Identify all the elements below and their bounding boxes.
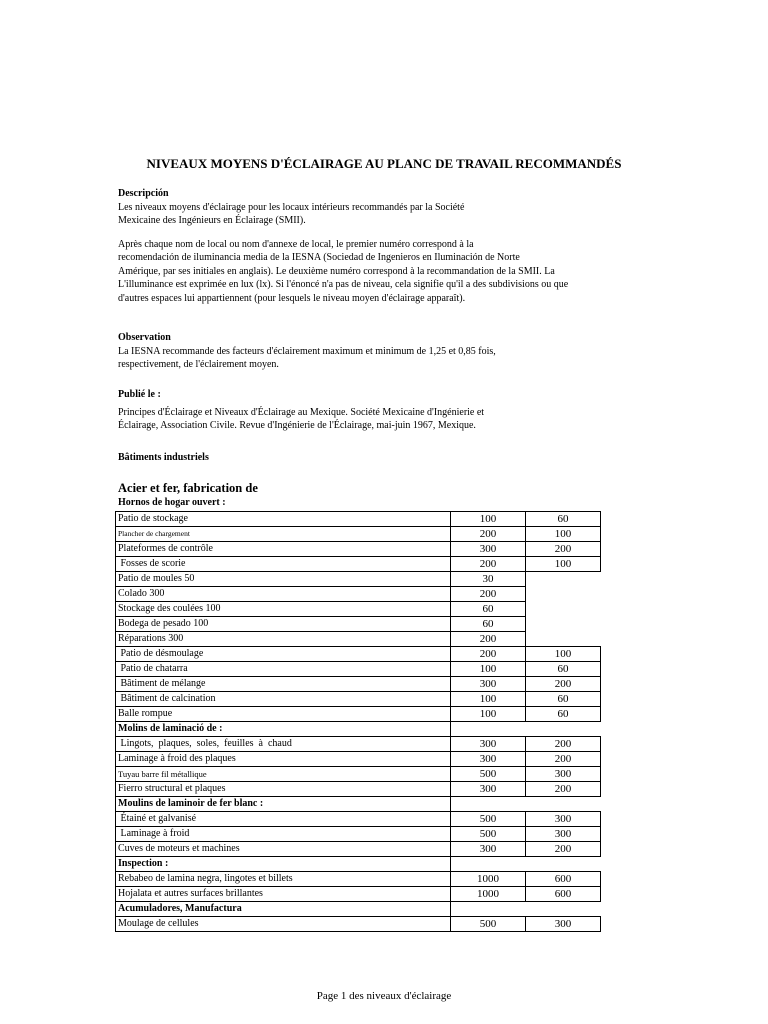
table-group-row	[116, 902, 601, 917]
location-name-cell: Laminage à froid des plaques	[116, 752, 451, 767]
page-title: NIVEAUX MOYENS D'ÉCLAIRAGE AU PLANC DE TRAVAIL RECOMMANDÉS	[146, 156, 622, 171]
location-name-cell: Fosses de scorie	[116, 557, 451, 572]
published-heading: Publié le :	[118, 389, 161, 400]
location-name-cell: Hojalata et autres surfaces brillantes	[116, 887, 451, 902]
iesna-value-cell: 500	[451, 917, 526, 932]
iesna-value-cell: 200	[451, 587, 526, 602]
table-row	[116, 887, 601, 902]
table-row	[116, 572, 601, 587]
smii-value-cell	[526, 587, 601, 602]
smii-value-cell: 60	[526, 662, 601, 677]
iesna-value-cell: 1000	[451, 872, 526, 887]
iesna-value-cell: 100	[451, 692, 526, 707]
description-section	[118, 187, 588, 305]
smii-value-cell: 300	[526, 767, 601, 782]
iesna-value-cell: 1000	[451, 887, 526, 902]
table-row	[116, 812, 601, 827]
iesna-value-cell: 300	[451, 842, 526, 857]
smii-value-cell: 200	[526, 677, 601, 692]
location-name-cell: Patio de stockage	[116, 512, 451, 527]
iesna-value-cell: 300	[451, 737, 526, 752]
description-text-line: d'autres espaces lui appartiennent (pour lesquels le niveau moyen d'éclairage apparaît).	[118, 292, 466, 304]
table-row	[116, 617, 601, 632]
group-label: Moulins de laminoir de fer blanc :	[116, 797, 451, 812]
table-group-row	[116, 797, 601, 812]
location-name-cell: Moulage de cellules	[116, 917, 451, 932]
location-name-cell: Bâtiment de mélange	[116, 677, 451, 692]
observation-section	[118, 331, 588, 372]
smii-value-cell: 200	[526, 842, 601, 857]
table-row	[116, 782, 601, 797]
smii-value-cell: 200	[526, 542, 601, 557]
description-text-line: recomendación de iluminancia media de la IESNA (Sociedad de Ingenieros en Iluminación de Norte	[118, 252, 520, 263]
published-text-line: Éclairage, Association Civile. Revue d'Ingénierie de l'Éclairage, mai-juin 1967, Mexique.	[118, 420, 476, 431]
table-group-row	[116, 857, 601, 872]
location-name-cell: Fierro structural et plaques	[116, 782, 451, 797]
location-name-cell: Plateformes de contrôle	[116, 542, 451, 557]
illuminance-table	[115, 511, 601, 932]
location-name-cell: Bodega de pesado 100	[116, 617, 451, 632]
table-row	[116, 677, 601, 692]
table-row	[116, 737, 601, 752]
iesna-value-cell: 60	[451, 602, 526, 617]
table-row	[116, 692, 601, 707]
table-group-row	[116, 722, 601, 737]
location-name-cell: Colado 300	[116, 587, 451, 602]
smii-value-cell: 100	[526, 527, 601, 542]
location-name-cell: Cuves de moteurs et machines	[116, 842, 451, 857]
smii-value-cell: 600	[526, 887, 601, 902]
observation-text-line: La IESNA recommande des facteurs d'éclairement maximum et minimum de 1,25 et 0,85 fois,	[118, 345, 496, 357]
table-row	[116, 512, 601, 527]
observation-text-line: respectivement, de l'éclairement moyen.	[118, 359, 279, 370]
table-row	[116, 707, 601, 722]
iesna-value-cell: 100	[451, 707, 526, 722]
table-row	[116, 602, 601, 617]
smii-value-cell: 100	[526, 647, 601, 662]
smii-value-cell: 60	[526, 692, 601, 707]
smii-value-cell	[526, 617, 601, 632]
description-text-line: Après chaque nom de local ou nom d'annexe de local, le premier numéro correspond à la	[118, 238, 474, 250]
table-row	[116, 632, 601, 647]
description-text-line: Mexicaine des Ingénieurs en Éclairage (SMII).	[118, 215, 306, 226]
location-name-cell: Étainé et galvanisé	[116, 812, 451, 827]
published-text-line: Principes d'Éclairage et Niveaux d'Éclairage au Mexique. Société Mexicaine d'Ingénierie et	[118, 406, 485, 418]
location-name-cell: Patio de chatarra	[116, 662, 451, 677]
table-row	[116, 872, 601, 887]
smii-value-cell: 60	[526, 707, 601, 722]
iesna-value-cell: 100	[451, 662, 526, 677]
table-row	[116, 587, 601, 602]
location-name-cell: Lingots, plaques, soles, feuilles à chaud	[116, 737, 451, 752]
group-label: Acumuladores, Manufactura	[116, 902, 451, 917]
table-row	[116, 542, 601, 557]
table-row	[116, 647, 601, 662]
page-footer: Page 1 des niveaux d'éclairage	[316, 990, 452, 1002]
empty-cell	[451, 902, 526, 917]
subsection-title: Acier et fer, fabrication de	[118, 481, 258, 495]
table-row	[116, 827, 601, 842]
empty-cell	[526, 797, 601, 812]
group-label: Molins de laminació de :	[116, 722, 451, 737]
iesna-value-cell: 200	[451, 632, 526, 647]
location-name-cell: Tuyau barre fil métallique	[116, 767, 451, 782]
table-row	[116, 557, 601, 572]
location-name-cell: Stockage des coulées 100	[116, 602, 451, 617]
smii-value-cell: 200	[526, 782, 601, 797]
iesna-value-cell: 500	[451, 812, 526, 827]
description-text-line: Amérique, par ses initiales en anglais). Le deuxième numéro correspond à la recommandation de la SMII. La	[118, 265, 555, 277]
table-row	[116, 917, 601, 932]
iesna-value-cell: 500	[451, 827, 526, 842]
group-label: Inspection :	[116, 857, 451, 872]
location-name-cell: Patio de désmoulage	[116, 647, 451, 662]
smii-value-cell	[526, 572, 601, 587]
smii-value-cell: 200	[526, 737, 601, 752]
description-heading: Descripción	[118, 188, 169, 199]
table-row	[116, 527, 601, 542]
location-name-cell: Plancher de chargement	[116, 527, 451, 542]
published-section	[118, 388, 588, 433]
location-name-cell: Balle rompue	[116, 707, 451, 722]
empty-cell	[526, 722, 601, 737]
smii-value-cell	[526, 632, 601, 647]
iesna-value-cell: 30	[451, 572, 526, 587]
empty-cell	[451, 722, 526, 737]
description-text-line: L'illuminance est exprimée en lux (lx). Si l'énoncé n'a pas de niveau, cela signifie qu'il a des subdivisions ou que	[118, 279, 569, 290]
iesna-value-cell: 200	[451, 647, 526, 662]
iesna-value-cell: 300	[451, 752, 526, 767]
iesna-value-cell: 200	[451, 557, 526, 572]
iesna-value-cell: 300	[451, 782, 526, 797]
iesna-value-cell: 500	[451, 767, 526, 782]
smii-value-cell	[526, 602, 601, 617]
table-row	[116, 752, 601, 767]
location-name-cell: Laminage à froid	[116, 827, 451, 842]
empty-cell	[451, 797, 526, 812]
iesna-value-cell: 60	[451, 617, 526, 632]
table-row	[116, 842, 601, 857]
smii-value-cell: 600	[526, 872, 601, 887]
description-text-line: Les niveaux moyens d'éclairage pour les locaux intérieurs recommandés par la Société	[118, 201, 465, 213]
empty-cell	[526, 902, 601, 917]
empty-cell	[526, 857, 601, 872]
iesna-value-cell: 300	[451, 677, 526, 692]
location-name-cell: Rebabeo de lamina negra, lingotes et billets	[116, 872, 451, 887]
section-title: Bâtiments industriels	[118, 452, 209, 463]
smii-value-cell: 300	[526, 917, 601, 932]
table-row	[116, 662, 601, 677]
smii-value-cell: 60	[526, 512, 601, 527]
smii-value-cell: 100	[526, 557, 601, 572]
observation-heading: Observation	[118, 332, 171, 343]
iesna-value-cell: 200	[451, 527, 526, 542]
group-title: Hornos de hogar ouvert :	[118, 497, 226, 508]
iesna-value-cell: 300	[451, 542, 526, 557]
location-name-cell: Bâtiment de calcination	[116, 692, 451, 707]
table-row	[116, 767, 601, 782]
location-name-cell: Réparations 300	[116, 632, 451, 647]
empty-cell	[451, 857, 526, 872]
smii-value-cell: 200	[526, 752, 601, 767]
location-name-cell: Patio de moules 50	[116, 572, 451, 587]
smii-value-cell: 300	[526, 812, 601, 827]
iesna-value-cell: 100	[451, 512, 526, 527]
smii-value-cell: 300	[526, 827, 601, 842]
